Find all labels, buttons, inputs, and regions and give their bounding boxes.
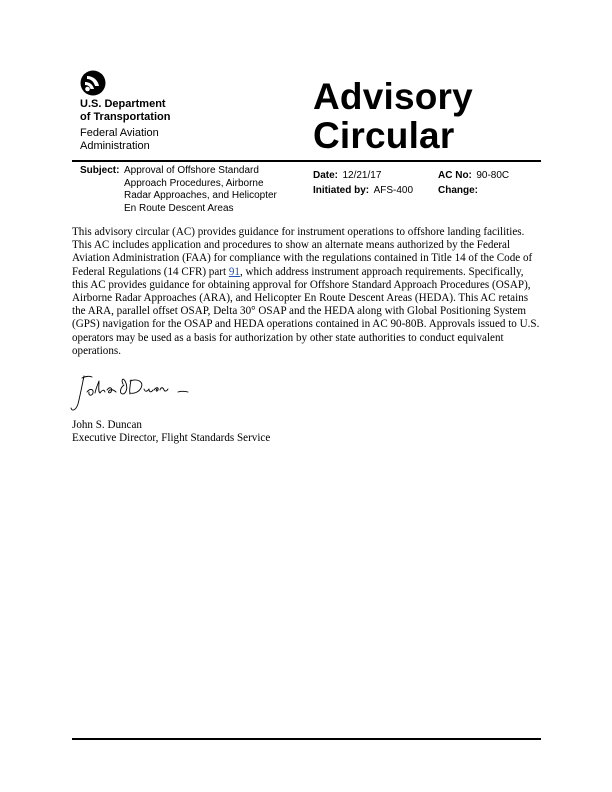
agency-line-1: Federal Aviation <box>80 127 159 139</box>
ac-number-value: 90-80C <box>476 170 510 181</box>
subject-value <box>124 165 277 215</box>
subject-line: En Route Descent Areas <box>124 202 234 214</box>
ac-number-label: AC No: <box>438 170 472 181</box>
agency-line-2: Administration <box>80 140 150 152</box>
title-circular: Circular <box>313 115 455 156</box>
body-paragraph <box>72 226 540 358</box>
date-value: 12/21/17 <box>342 170 382 181</box>
dept-line-2: of Transportation <box>80 111 171 123</box>
subject-label: Subject: <box>80 165 120 176</box>
body-text-end: , which address instrument approach requirements. Specifically, this AC provides guidance for obtaining approval for Offshore Standard Approach Procedures (OSAP), Airborne Radar Approaches (ARA), and Helicopter En Route Descent Areas (HEDA). This AC retains the ARA, parallel offset OSAP, Delta 30° OSAP and the HEDA along with Global Positioning System (GPS) navigation for the OSAP and HEDA operations contained in AC 90-80B. Approvals issued to U.S. operators may be used as a basis for authorization by other state authorities to conduct equivalent operations. <box>72 265 540 357</box>
initiated-value: AFS-400 <box>373 185 414 196</box>
body-text-start: This advisory circular (AC) provides guidance for instrument operations to offshore landing facilities. This AC includes application and procedures to show an alternate means authorized by the Federal Aviation Administration (FAA) for compliance with the regulations contained in Title 14 of the Code of Federal Regulations (14 CFR) part <box>72 226 533 278</box>
footer-divider <box>72 738 541 740</box>
handwritten-signature <box>68 372 198 418</box>
cfr-part-link[interactable]: 91 <box>228 265 240 278</box>
signer-title: Executive Director, Flight Standards Service <box>72 432 271 444</box>
change-label: Change: <box>438 185 478 196</box>
header-divider <box>72 160 541 162</box>
initiated-field <box>313 180 413 198</box>
subject-line: Radar Approaches, and Helicopter <box>124 190 277 201</box>
initiated-label: Initiated by: <box>313 185 370 196</box>
date-label: Date: <box>313 170 339 181</box>
signer-name: John S. Duncan <box>72 419 142 431</box>
subject-line: Approval of Offshore Standard <box>124 165 259 176</box>
dot-logo-icon <box>80 70 106 96</box>
dept-line-1: U.S. Department <box>80 98 166 110</box>
title-advisory: Advisory <box>313 76 473 117</box>
change-field <box>438 180 478 198</box>
subject-line: Approach Procedures, Airborne <box>124 177 264 189</box>
